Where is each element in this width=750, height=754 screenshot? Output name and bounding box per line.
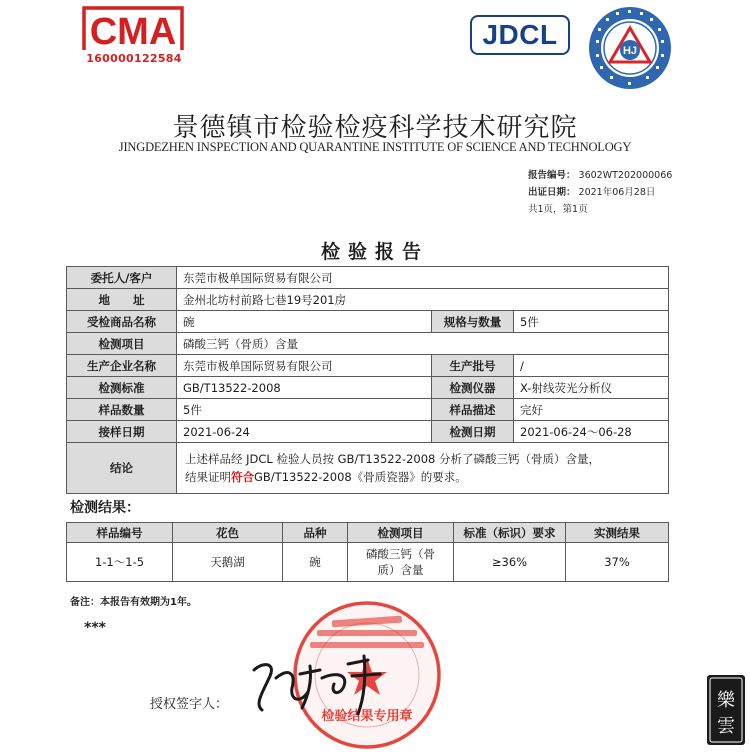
table-row	[67, 289, 669, 311]
table-row	[67, 443, 669, 494]
table-row	[67, 311, 669, 333]
brand-seal-char-1: 樂	[717, 690, 735, 711]
brand-seal	[706, 674, 746, 746]
jdcl-logo	[470, 15, 570, 55]
test-item-value: 磷酸三钙（骨质）含量	[177, 333, 669, 355]
cell-pattern: 天鹅湖	[173, 543, 283, 582]
hj-certification-logo	[586, 4, 674, 92]
inspection-info-table	[66, 266, 669, 494]
signature-label: 授权签字人：	[150, 697, 229, 712]
table-row	[67, 267, 669, 289]
end-marker: ***	[84, 620, 106, 636]
seal-text: 检验结果专用章	[321, 709, 413, 724]
table-header-row	[67, 523, 669, 543]
organization-name-en: JINGDEZHEN INSPECTION AND QUARANTINE INSTITUTE OF SCIENCE AND TECHNOLOGY	[118, 140, 632, 154]
table-row	[67, 399, 669, 421]
report-number-label: 报告编号：	[528, 170, 576, 181]
batch-value: /	[514, 355, 669, 377]
sample-qty-label: 样品数量	[67, 399, 177, 421]
conclusion-text-2: 结果证明	[185, 470, 231, 484]
organization-name-cn: 景德镇市检验检疫科学技术研究院	[172, 113, 578, 143]
jdcl-text: JDCL	[482, 19, 558, 50]
address-label: 地 址	[67, 289, 177, 311]
table-row	[67, 333, 669, 355]
test-item-label: 检测项目	[67, 333, 177, 355]
cell-sample-no: 1-1～1-5	[67, 543, 173, 582]
sample-qty-value: 5件	[177, 399, 432, 421]
header-pattern: 花色	[173, 523, 283, 543]
client-value: 东莞市极单国际贸易有限公司	[177, 267, 669, 289]
conclusion-label: 结论	[67, 443, 177, 494]
test-date-value: 2021-06-24～06-28	[514, 421, 669, 443]
table-row	[67, 377, 669, 399]
instrument-label: 检测仪器	[432, 377, 514, 399]
receive-date-value: 2021-06-24	[177, 421, 432, 443]
conclusion-text-1: 上述样品经 JDCL 检验人员按 GB/T13522-2008 分析了磷酸三钙（骨质）含量，	[185, 452, 601, 466]
spec-label: 规格与数量	[432, 311, 514, 333]
validity-note: 备注：本报告有效期为1年。	[70, 597, 197, 608]
manufacturer-value: 东莞市极单国际贸易有限公司	[177, 355, 432, 377]
header-variety: 品种	[283, 523, 348, 543]
receive-date-label: 接样日期	[67, 421, 177, 443]
report-number	[528, 167, 672, 181]
signature-handwriting	[248, 648, 388, 718]
header-requirement: 标准（标识）要求	[454, 523, 566, 543]
sample-desc-label: 样品描述	[432, 399, 514, 421]
report-title: 检验报告	[320, 241, 429, 263]
client-label: 委托人/客户	[67, 267, 177, 289]
conclusion-highlight: 符合	[231, 470, 254, 484]
header-measured: 实测结果	[566, 523, 669, 543]
cell-measured: 37%	[566, 543, 669, 582]
brand-seal-char-2: 雲	[717, 716, 735, 737]
conclusion-value	[177, 443, 669, 494]
report-number-value: 3602WT202000066	[578, 170, 673, 181]
product-value: 碗	[177, 311, 432, 333]
issue-date-label: 出证日期：	[528, 187, 576, 198]
cma-number: 160000122584	[86, 52, 182, 65]
standard-value: GB/T13522-2008	[177, 377, 432, 399]
table-row	[67, 421, 669, 443]
cell-requirement: ≥36%	[454, 543, 566, 582]
header-test-item: 检测项目	[348, 523, 454, 543]
product-label: 受检商品名称	[67, 311, 177, 333]
conclusion-text-3: GB/T13522-2008《骨质瓷器》的要求。	[254, 470, 467, 484]
results-heading: 检测结果：	[70, 500, 140, 516]
sample-desc-value: 完好	[514, 399, 669, 421]
table-row	[67, 543, 669, 582]
issue-date	[528, 184, 655, 198]
batch-label: 生产批号	[432, 355, 514, 377]
manufacturer-label: 生产企业名称	[67, 355, 177, 377]
page-count: 共1页，第1页	[528, 204, 588, 215]
results-table	[66, 522, 669, 582]
header-sample-no: 样品编号	[67, 523, 173, 543]
cell-test-item: 磷酸三钙（骨质）含量	[348, 543, 454, 582]
table-row	[67, 355, 669, 377]
issue-date-value: 2021年06月28日	[578, 187, 656, 198]
address-value: 金州北坊村前路七巷19号201房	[177, 289, 669, 311]
standard-label: 检测标准	[67, 377, 177, 399]
instrument-value: X-射线荧光分析仪	[514, 377, 669, 399]
hj-text: HJ	[622, 45, 638, 57]
test-date-label: 检测日期	[432, 421, 514, 443]
cma-text: CMA	[89, 11, 177, 53]
spec-value: 5件	[514, 311, 669, 333]
cell-variety: 碗	[283, 543, 348, 582]
